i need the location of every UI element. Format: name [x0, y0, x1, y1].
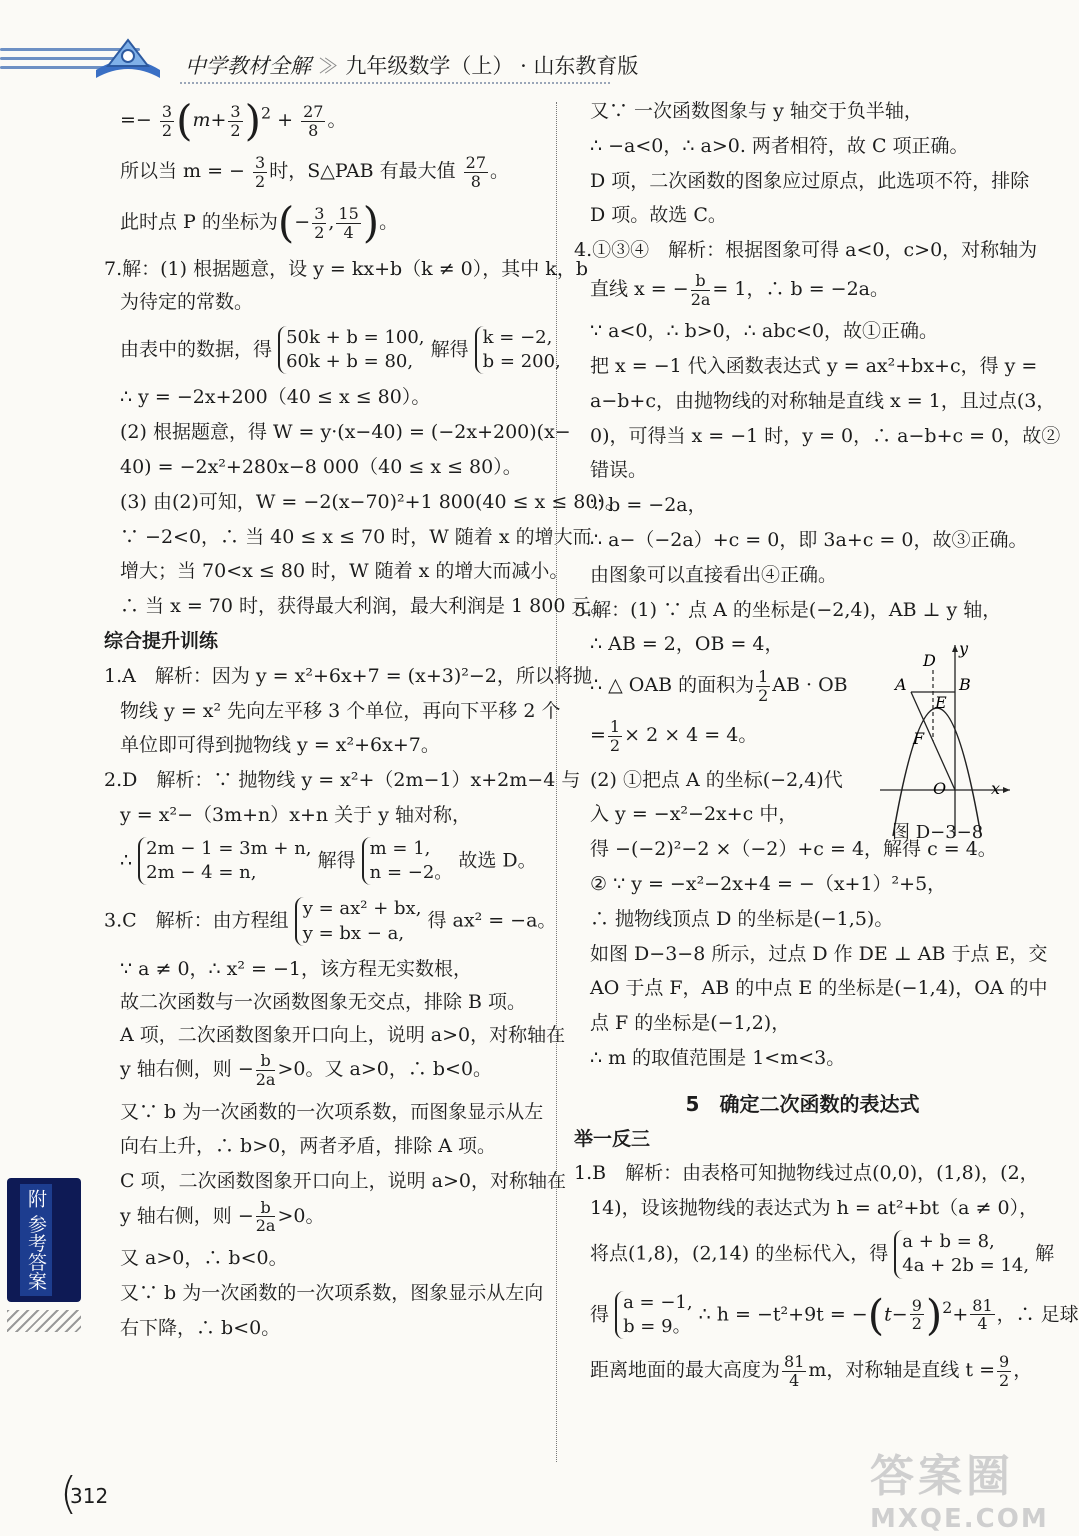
text: >0。 — [277, 1204, 325, 1227]
answer-line: a−b+c，由抛物线的对称轴是直线 x = 1，且过点(3， — [590, 389, 1056, 412]
numerator: 3 — [255, 153, 266, 172]
page-header — [0, 0, 1051, 92]
equation-system — [894, 1230, 1029, 1279]
denominator: 2 — [230, 120, 241, 140]
text: 。 — [379, 211, 399, 234]
text: 解得 — [430, 338, 469, 361]
text: 此时点 P 的坐标为 — [120, 211, 278, 234]
numerator: 81 — [784, 1352, 805, 1372]
text: ∴ — [120, 849, 133, 872]
answer-line: ∴ AB = 2，OB = 4， — [590, 633, 784, 656]
section-heading: 5 确定二次函数的表达式 — [685, 1091, 920, 1116]
answer-line: y = x²−（3m+n）x+n 关于 y 轴对称， — [120, 803, 471, 826]
header-dot: · — [520, 54, 527, 78]
answer-line: 1.A 解析：因为 y = x²+6x+7 = (x+3)²−2，所以将抛 — [104, 664, 592, 687]
book-logo-icon — [88, 30, 168, 86]
answer-line: 0)，可得当 x = −1 时，y = 0，∴ a−b+c = 0，故② — [590, 424, 1061, 447]
denominator: 2 — [911, 1314, 922, 1334]
text: 。 — [327, 109, 347, 131]
paren: ( — [867, 1289, 885, 1339]
q7-line: (3) 由(2)可知，W = −2(x−70)²+1 800(40 ≤ x ≤ 80)。 — [120, 490, 624, 513]
fraction — [691, 272, 711, 308]
label-f: F — [913, 729, 925, 748]
q7-line: ∵ −2<0，∴ 当 40 ≤ x ≤ 70 时，W 随着 x 的增大而 — [120, 525, 592, 548]
equation-system — [475, 326, 561, 375]
fraction — [608, 718, 622, 754]
subsection-heading: 举一反三 — [574, 1127, 651, 1150]
fraction — [228, 103, 242, 139]
text: 将点(1,8)，(2,14) 的坐标代入，得 — [590, 1242, 889, 1265]
numerator: b — [691, 272, 711, 291]
text: m+ — [192, 109, 227, 131]
text: ∴ h = −t²+9t = − — [698, 1302, 868, 1325]
answer-line — [590, 1230, 1055, 1279]
denominator: 2a — [690, 289, 711, 309]
book-edition: 山东教育版 — [533, 54, 639, 78]
book-title: 中学教材全解 — [185, 54, 311, 78]
equation: a = −1, — [623, 1291, 693, 1313]
appendix-tab-label: 附 参考答案 — [20, 1184, 52, 1296]
fraction — [160, 103, 174, 139]
line-max-value — [120, 154, 540, 190]
denominator: 4 — [977, 1314, 988, 1334]
answer-line: 4.①③④ 解析：根据图象可得 a<0，c>0，对称轴为 — [574, 239, 1038, 262]
answer-line: 1.B 解析：由表格可知抛物线过点(0,0)，(1,8)，(2， — [574, 1162, 1039, 1185]
fraction — [253, 154, 267, 190]
q7-line: ∴ 当 x = 70 时，获得最大利润，最大利润是 1 800 元。 — [120, 595, 610, 618]
section-heading: 综合提升训练 — [104, 629, 219, 652]
sidebar-hatch — [7, 1310, 81, 1332]
answer-line: 入 y = −x²−2x+c 中， — [590, 803, 798, 826]
paren: ) — [925, 1289, 943, 1339]
exponent: 2 — [942, 1297, 953, 1317]
fraction — [997, 1353, 1011, 1389]
label-y: y — [959, 639, 969, 658]
q7-line: (2) 根据题意，得 W = y·(x−40) = (−2x+200)(x− — [120, 421, 571, 444]
paren: ) — [362, 198, 380, 248]
text: 所以当 m = − — [120, 160, 245, 183]
watermark — [870, 1440, 1049, 1534]
text: ∴ △ OAB 的面积为 — [590, 674, 755, 697]
answer-line: ∴ 抛物线顶点 D 的坐标是(−1,5)。 — [590, 907, 894, 930]
header-underline — [180, 82, 610, 84]
answer-line: 又∵ b 为一次函数的一次项系数，图象显示从左向 — [120, 1281, 544, 1304]
text: = 1，∴ b = −2a。 — [712, 278, 889, 301]
answer-line — [590, 1352, 1033, 1390]
answer-line: (2) ①把点 A 的坐标(−2,4)代 — [590, 768, 843, 791]
equation: b = 9。 — [623, 1315, 691, 1337]
denominator: 2 — [161, 120, 173, 140]
answer-line: 把 x = −1 代入函数表达式 y = ax²+bx+c，得 y = — [590, 354, 1038, 377]
line-vertex-form — [120, 96, 540, 145]
q2-system — [120, 837, 540, 886]
fraction — [336, 205, 360, 241]
answer-line: ∴ a−（−2a）+c = 0，即 3a+c = 0，故③正确。 — [590, 528, 1028, 551]
denominator: 2 — [758, 685, 769, 705]
numerator: 15 — [338, 204, 359, 224]
answer-line: 14)，设该抛物线的表达式为 h = at²+bt（a ≠ 0）， — [590, 1197, 1039, 1220]
equation: y = bx − a, — [302, 922, 405, 944]
denominator: 2a — [255, 1069, 276, 1089]
answer-line: 错误。 — [590, 459, 648, 482]
answer-line: 由图象可以直接看出④正确。 — [590, 563, 838, 586]
text: 直线 x = − — [590, 278, 689, 301]
answer-line: D 项。故选 C。 — [590, 204, 727, 227]
equation-system — [362, 837, 453, 886]
answer-line: 又 a>0，∴ b<0。 — [120, 1247, 288, 1270]
equation-system — [278, 326, 424, 375]
q7-line: ∴ y = −2x+200（40 ≤ x ≤ 80）。 — [120, 386, 431, 409]
numerator: 1 — [758, 667, 769, 687]
equation: b = 200, — [482, 351, 561, 373]
text: 解 — [1035, 1242, 1055, 1265]
equation: a + b = 8, — [902, 1231, 995, 1253]
numerator: 3 — [161, 101, 173, 121]
numerator: 27 — [465, 153, 487, 172]
denominator: 2 — [314, 222, 325, 242]
denominator: 8 — [470, 171, 481, 191]
q7-line: 40) = −2x²+280x−8 000（40 ≤ x ≤ 80）。 — [120, 455, 522, 478]
numerator: 3 — [314, 204, 325, 224]
fraction — [256, 1052, 276, 1088]
fraction — [970, 1297, 994, 1333]
answer-line: 又∵ b 为一次函数的一次项系数，而图象显示从左 — [120, 1100, 544, 1123]
answer-line: A 项，二次函数图象开口向上，说明 a>0，对称轴在 — [120, 1023, 566, 1046]
denominator: 2a — [255, 1216, 276, 1236]
numerator: 27 — [303, 101, 324, 121]
label-e: E — [935, 693, 947, 712]
fraction — [312, 205, 326, 241]
answer-line: ∵ a ≠ 0，∴ x² = −1，该方程无实数根， — [120, 957, 473, 980]
q7-line: 增大；当 70<x ≤ 80 时，W 随着 x 的增大而减小。 — [120, 560, 569, 583]
answer-line: 点 F 的坐标是(−1,2)， — [590, 1012, 791, 1035]
text: 解得 — [317, 849, 356, 872]
text: 距离地面的最大高度为 — [590, 1359, 781, 1382]
q7-system — [120, 326, 561, 375]
answer-line: C 项，二次函数图象开口向上，说明 a>0，对称轴在 — [120, 1170, 566, 1193]
page-number-text: 312 — [70, 1484, 109, 1508]
label-x: x — [991, 779, 1001, 798]
text: 得 ax² = −a。 — [427, 909, 557, 932]
fraction — [464, 154, 488, 190]
answer-line: 物线 y = x² 先向左平移 3 个单位，再向下平移 2 个 — [120, 699, 561, 722]
fraction — [301, 103, 325, 139]
q7-line: 为待定的常数。 — [120, 290, 254, 313]
page-number-bracket: ( — [60, 1468, 78, 1519]
text: >0。又 a>0，∴ b<0。 — [277, 1058, 493, 1081]
label-d: D — [923, 651, 936, 670]
equation: 2m − 4 = n, — [146, 862, 257, 884]
denominator: 2 — [609, 735, 621, 755]
answer-line: 得 a = −1, b = 9。 ∴ h = −t²+9t = −(t− $\frac{9}{2}$ )$^2$+ $\frac{81}{4}$ ，∴ 足球 — [590, 1289, 1079, 1339]
paren: ) — [244, 96, 261, 145]
numerator: 1 — [609, 717, 621, 737]
appendix-tab — [7, 1178, 81, 1302]
answer-line: AO 于点 F，AB 的中点 E 的坐标是(−1,4)，OA 的中 — [590, 977, 1048, 1000]
text: AB · OB — [772, 674, 848, 697]
label-a: A — [895, 675, 907, 694]
equation: k = −2, — [482, 326, 553, 348]
answer-line — [590, 272, 1015, 308]
header-separator: ≫ — [317, 54, 339, 78]
answer-line: ∵ a<0，∴ b>0，∴ abc<0，故①正确。 — [590, 320, 939, 343]
equation: n = −2。 — [369, 862, 453, 884]
answer-line: ∴ m 的取值范围是 1<m<3。 — [590, 1046, 846, 1069]
paren: ( — [277, 198, 295, 248]
equation-system — [295, 897, 422, 946]
q3-system — [104, 897, 557, 946]
answer-line: 又∵ 一次函数图象与 y 轴交于负半轴， — [590, 100, 923, 122]
text: y 轴右侧，则 − — [120, 1204, 254, 1227]
numerator: 9 — [911, 1295, 922, 1315]
equation: 4a + 2b = 14, — [902, 1255, 1030, 1277]
text: ，∴ 足球 — [996, 1302, 1079, 1325]
denominator: 8 — [308, 120, 319, 140]
answer-line: ② ∵ y = −x²−2x+4 = −（x+1）²+5， — [590, 872, 947, 895]
numerator: b — [256, 1052, 276, 1071]
x-axis-arrow-icon — [1003, 787, 1010, 793]
line-point-p: 此时点 P 的坐标为(− $\frac{3}{2}$ , $\frac{15}{4}$ )。 — [120, 198, 399, 248]
denominator: 4 — [343, 222, 354, 242]
parabola-figure — [875, 640, 1015, 840]
equation: 2m − 1 = 3m + n, — [146, 837, 312, 859]
fraction — [756, 668, 770, 704]
text: 3.C 解析：由方程组 — [104, 909, 289, 932]
answer-line — [120, 1052, 540, 1088]
answer-line: 2.D 解析：∵ 抛物线 y = x²+（2m−1）x+2m−4 与 — [104, 769, 581, 792]
text: ， — [1013, 1359, 1033, 1382]
watermark-line1: 答案圈 — [870, 1451, 1014, 1502]
text: y 轴右侧，则 − — [120, 1058, 254, 1081]
watermark-line2: MXQE.COM — [870, 1504, 1049, 1534]
y-axis-arrow-icon — [952, 645, 958, 652]
label-b: B — [959, 675, 971, 694]
text: m，对称轴是直线 t = — [808, 1359, 996, 1382]
text: + — [277, 109, 294, 131]
text: 故选 D。 — [458, 849, 537, 872]
header-title — [185, 50, 638, 80]
equation-system — [138, 837, 311, 886]
text: 时，S△PAB 有最大值 — [269, 160, 456, 183]
q7-line: 7.解：(1) 根据题意，设 y = kx+b（k ≠ 0），其中 k，b — [104, 258, 588, 281]
figure-caption: 图 D−3−8 — [892, 822, 984, 843]
book-subtitle: 九年级数学（上） — [345, 54, 514, 78]
text: × 2 × 4 = 4。 — [624, 724, 758, 747]
denominator: 4 — [789, 1370, 800, 1390]
answer-line: ∵ b = −2a， — [590, 494, 707, 517]
answer-line: 故二次函数与一次函数图象无交点，排除 B 项。 — [120, 990, 527, 1013]
answer-line: 单位即可得到抛物线 y = x²+6x+7。 — [120, 734, 440, 757]
equation: 50k + b = 100, — [286, 326, 425, 348]
page-number — [60, 1468, 109, 1519]
numerator: b — [256, 1199, 276, 1218]
answer-line: 向右上升，∴ b>0，两者矛盾，排除 A 项。 — [120, 1135, 497, 1158]
text: =− — [120, 109, 152, 131]
answer-line: 5.解：(1) ∵ 点 A 的坐标是(−2,4)，AB ⊥ y 轴， — [574, 598, 1002, 621]
numerator: 9 — [999, 1352, 1010, 1372]
equation: 60k + b = 80, — [286, 351, 414, 373]
answer-line — [120, 1199, 540, 1235]
equation: m = 1, — [369, 837, 431, 859]
equation-system — [615, 1291, 693, 1340]
fraction — [256, 1199, 276, 1235]
fraction — [782, 1353, 806, 1389]
answer-line: 如图 D−3−8 所示，过点 D 作 DE ⊥ AB 于点 E，交 — [590, 942, 1048, 965]
exponent: 2 — [260, 103, 272, 123]
answer-line: 右下降，∴ b<0。 — [120, 1316, 281, 1339]
equation: y = ax² + bx, — [302, 898, 422, 920]
text: 。 — [490, 160, 510, 183]
numerator: 3 — [230, 101, 241, 121]
denominator: 2 — [999, 1370, 1010, 1390]
numerator: 81 — [972, 1295, 993, 1315]
label-o: O — [933, 779, 947, 798]
paren: ( — [176, 96, 193, 145]
denominator: 2 — [255, 171, 266, 191]
text: 由表中的数据，得 — [120, 338, 273, 361]
text: = — [590, 724, 606, 747]
fraction — [910, 1297, 924, 1333]
parabola-curve — [893, 708, 981, 836]
text: 得 — [590, 1302, 610, 1325]
answer-line: D 项，二次函数的图象应过原点，此选项不符，排除 — [590, 169, 1030, 192]
answer-line: ∴ −a<0，∴ a>0. 两者相符，故 C 项正确。 — [590, 134, 969, 157]
answer-line: 得 −(−2)²−2 ×（−2）+c = 4，解得 c = 4。 — [590, 838, 997, 861]
